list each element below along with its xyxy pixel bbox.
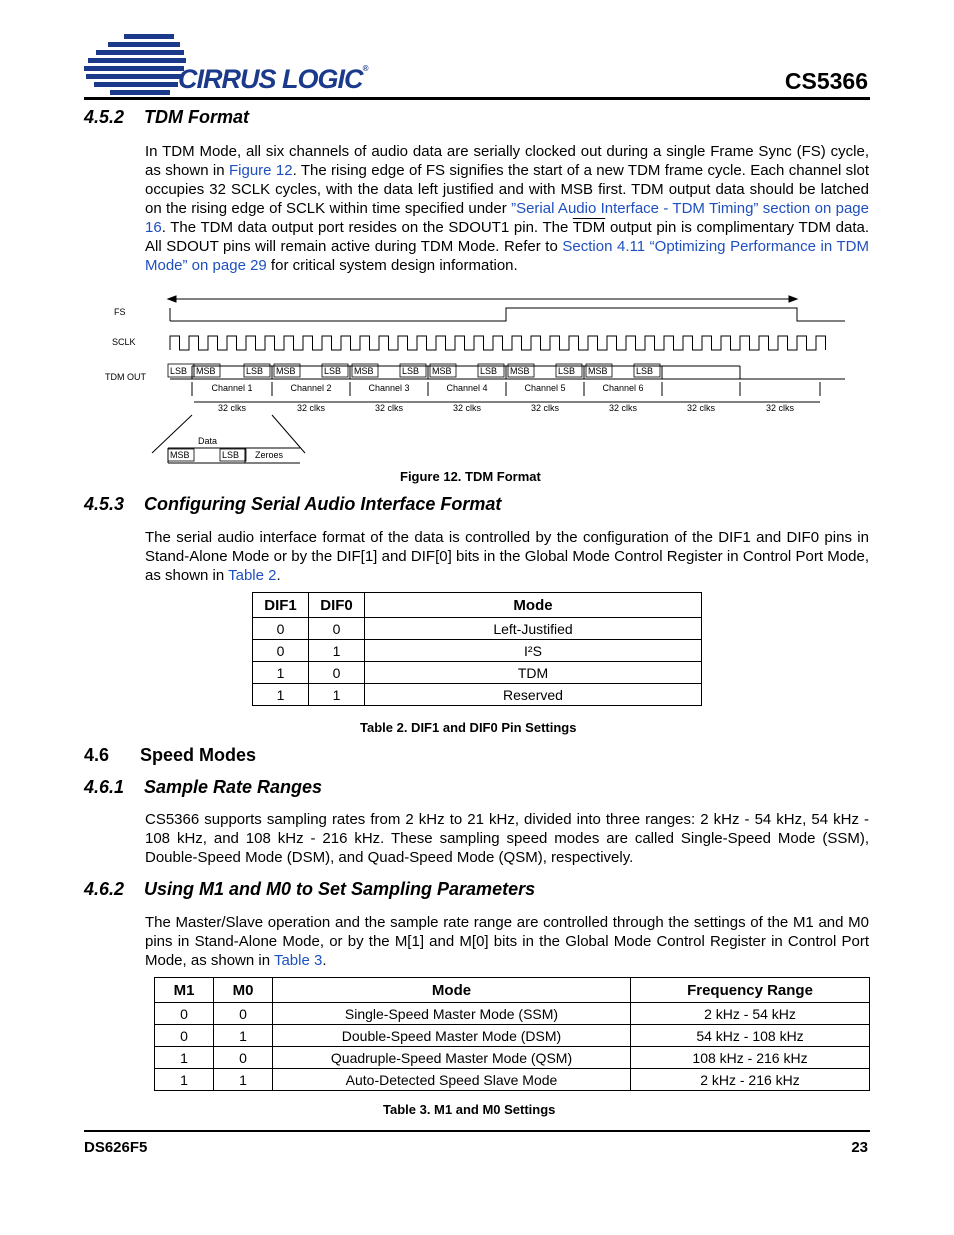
table-cell: 108 kHz - 216 kHz bbox=[631, 1047, 870, 1069]
table-cell: 0 bbox=[214, 1003, 273, 1025]
channel-label: Channel 6 bbox=[602, 383, 644, 393]
clks-label: 32 clks bbox=[530, 403, 560, 413]
clks-label: 32 clks bbox=[608, 403, 638, 413]
table3-header: M0 bbox=[214, 978, 273, 1003]
tdm-timing-link[interactable]: ”Serial Audio Interface - TDM Timing” section on page 16 bbox=[145, 200, 869, 236]
fs-signal-label: FS bbox=[114, 307, 126, 317]
tdm-out-signal-label: TDM OUT bbox=[105, 372, 146, 382]
channel-label: Channel 1 bbox=[211, 383, 253, 393]
lsb-label: LSB bbox=[324, 366, 342, 376]
m1-m0-settings-table bbox=[154, 977, 870, 1091]
table-cell: 0 bbox=[253, 618, 309, 640]
table-row bbox=[253, 684, 702, 706]
table-row bbox=[155, 1003, 870, 1025]
table-cell: Reserved bbox=[365, 684, 702, 706]
tdm-format-paragraph: In TDM Mode, all six channels of audio data are serially clocked out during a single Frame Sync (FS) cycle, as shown in Figure 12. The rising edge of FS signifies the start of a new TDM frame cycle. Each channel slot occupies 32 SCLK cycles, with the data left justified and with MSB first. TDM output data should be latched on the rising edge of SCLK within time specified under ”Serial Audio Interface - TDM Timing” section on page 16. The TDM data output port resides on the SDOUT1 pin. The $\overline{TDM}$ output pin is complimentary TDM data. All SDOUT pins will remain active during TDM Mode. Refer to Section 4.11 “Optimizing Performance in TDM Mode” on page 29 for critical system design information. bbox=[145, 143, 869, 274]
table-row bbox=[253, 662, 702, 684]
table-row bbox=[253, 640, 702, 662]
channel-label: Channel 5 bbox=[524, 383, 566, 393]
brand-logo-text: CIRRUS LOGIC® bbox=[178, 64, 368, 94]
figure-12-link[interactable]: Figure 12 bbox=[228, 162, 293, 179]
clks-label: 32 clks bbox=[452, 403, 482, 413]
table2-header: DIF1 bbox=[253, 593, 309, 618]
table-2-link[interactable]: Table 2 bbox=[228, 567, 277, 584]
table-row bbox=[253, 618, 702, 640]
page-number: 23 bbox=[851, 1139, 868, 1156]
table-cell: Single-Speed Master Mode (SSM) bbox=[273, 1003, 631, 1025]
interface-format-paragraph: The serial audio interface format of the data is controlled by the configuration of the DIF1 and DIF0 pins in Stand-Alone Mode or by the DIF[1] and DIF[0] bits in the Global Mode Control Register in Control Port Mode, as shown in Table 2. bbox=[145, 529, 869, 584]
table3-header: Frequency Range bbox=[631, 978, 870, 1003]
table-cell: 1 bbox=[214, 1025, 273, 1047]
table-3-caption: Table 3. M1 and M0 Settings bbox=[383, 1102, 556, 1117]
clks-label: 32 clks bbox=[765, 403, 795, 413]
table-cell: 0 bbox=[155, 1025, 214, 1047]
table-3-link[interactable]: Table 3 bbox=[273, 952, 323, 969]
msb-label: MSB bbox=[276, 366, 296, 376]
table-cell: 2 kHz - 54 kHz bbox=[631, 1003, 870, 1025]
table3-header: Mode bbox=[273, 978, 631, 1003]
table-cell: 54 kHz - 108 kHz bbox=[631, 1025, 870, 1047]
channel-label: Channel 2 bbox=[290, 383, 332, 393]
section-heading-453: 4.5.3 Configuring Serial Audio Interface Format bbox=[84, 494, 502, 514]
lsb-label: LSB bbox=[170, 366, 188, 376]
table-cell: 0 bbox=[309, 618, 365, 640]
table-cell: Quadruple-Speed Master Mode (QSM) bbox=[273, 1047, 631, 1069]
tdm-timing-diagram bbox=[100, 290, 860, 470]
section-heading-452: 4.5.2 TDM Format bbox=[84, 107, 249, 127]
table-cell: 0 bbox=[214, 1047, 273, 1069]
table2-header: Mode bbox=[365, 593, 702, 618]
lsb-label: LSB bbox=[558, 366, 576, 376]
figure-12-caption: Figure 12. TDM Format bbox=[400, 469, 541, 484]
m1-m0-paragraph: The Master/Slave operation and the sample rate range are controlled through the settings of the M1 and M0 pins in Stand-Alone Mode, or by the M[1] and M[0] bits in the Global Mode Control Register in Control Port Mode, as shown in Table 3. bbox=[145, 914, 869, 969]
detail-msb-label: MSB bbox=[170, 450, 190, 460]
clks-label: 32 clks bbox=[374, 403, 404, 413]
section-heading-462: 4.6.2 Using M1 and M0 to Set Sampling Parameters bbox=[84, 879, 536, 899]
zeroes-label: Zeroes bbox=[255, 450, 284, 460]
table-row bbox=[155, 1025, 870, 1047]
lsb-label: LSB bbox=[246, 366, 264, 376]
table-cell: 1 bbox=[253, 662, 309, 684]
table-cell: 0 bbox=[253, 640, 309, 662]
cirrus-logo-icon bbox=[84, 34, 188, 96]
section-heading-46: 4.6 Speed Modes bbox=[84, 745, 257, 765]
table-row bbox=[155, 1069, 870, 1091]
lsb-label: LSB bbox=[402, 366, 420, 376]
sclk-signal-label: SCLK bbox=[112, 337, 136, 347]
table-cell: 1 bbox=[309, 640, 365, 662]
table-cell: 1 bbox=[214, 1069, 273, 1091]
dif-pin-settings-table bbox=[252, 592, 702, 706]
channel-label: Channel 4 bbox=[446, 383, 488, 393]
table-cell: 1 bbox=[155, 1069, 214, 1091]
data-label: Data bbox=[198, 436, 218, 446]
table-cell: 1 bbox=[155, 1047, 214, 1069]
detail-lsb-label: LSB bbox=[222, 450, 240, 460]
footer-rule bbox=[84, 1130, 870, 1132]
clks-label: 32 clks bbox=[296, 403, 326, 413]
table-2-caption: Table 2. DIF1 and DIF0 Pin Settings bbox=[360, 720, 577, 735]
clks-label: 32 clks bbox=[217, 403, 247, 413]
table-cell: Double-Speed Master Mode (DSM) bbox=[273, 1025, 631, 1047]
table-cell: 0 bbox=[155, 1003, 214, 1025]
table2-header: DIF0 bbox=[309, 593, 365, 618]
table-cell: Left-Justified bbox=[365, 618, 702, 640]
table-cell: I²S bbox=[365, 640, 702, 662]
msb-label: MSB bbox=[510, 366, 530, 376]
msb-label: MSB bbox=[354, 366, 374, 376]
table3-header: M1 bbox=[155, 978, 214, 1003]
table-cell: Auto-Detected Speed Slave Mode bbox=[273, 1069, 631, 1091]
lsb-label: LSB bbox=[480, 366, 498, 376]
channel-label: Channel 3 bbox=[368, 383, 410, 393]
header-rule bbox=[84, 97, 870, 100]
msb-label: MSB bbox=[588, 366, 608, 376]
table-cell: 1 bbox=[309, 684, 365, 706]
table-cell: 2 kHz - 216 kHz bbox=[631, 1069, 870, 1091]
lsb-label: LSB bbox=[636, 366, 654, 376]
table-cell: 1 bbox=[253, 684, 309, 706]
clks-label: 32 clks bbox=[686, 403, 716, 413]
msb-label: MSB bbox=[196, 366, 216, 376]
section-411-link[interactable]: Section 4.11 “Optimizing Performance in TDM Mode” on page 29 bbox=[145, 238, 869, 274]
table-row bbox=[155, 1047, 870, 1069]
table-cell: TDM bbox=[365, 662, 702, 684]
section-heading-461: 4.6.1 Sample Rate Ranges bbox=[84, 777, 323, 797]
document-id: DS626F5 bbox=[84, 1139, 148, 1156]
sample-rate-paragraph: CS5366 supports sampling rates from 2 kHz to 21 kHz, divided into three ranges: 2 kHz - 54 kHz, 54 kHz - 108 kHz, and 108 kHz - 216 kHz. These sampling speed modes are called Single-Speed Mode (SSM), Double-Speed Mode (DSM), and Quad-Speed Mode (QSM), respectively. bbox=[145, 811, 869, 866]
table-cell: 0 bbox=[309, 662, 365, 684]
part-number: CS5366 bbox=[784, 68, 868, 94]
msb-label: MSB bbox=[432, 366, 452, 376]
